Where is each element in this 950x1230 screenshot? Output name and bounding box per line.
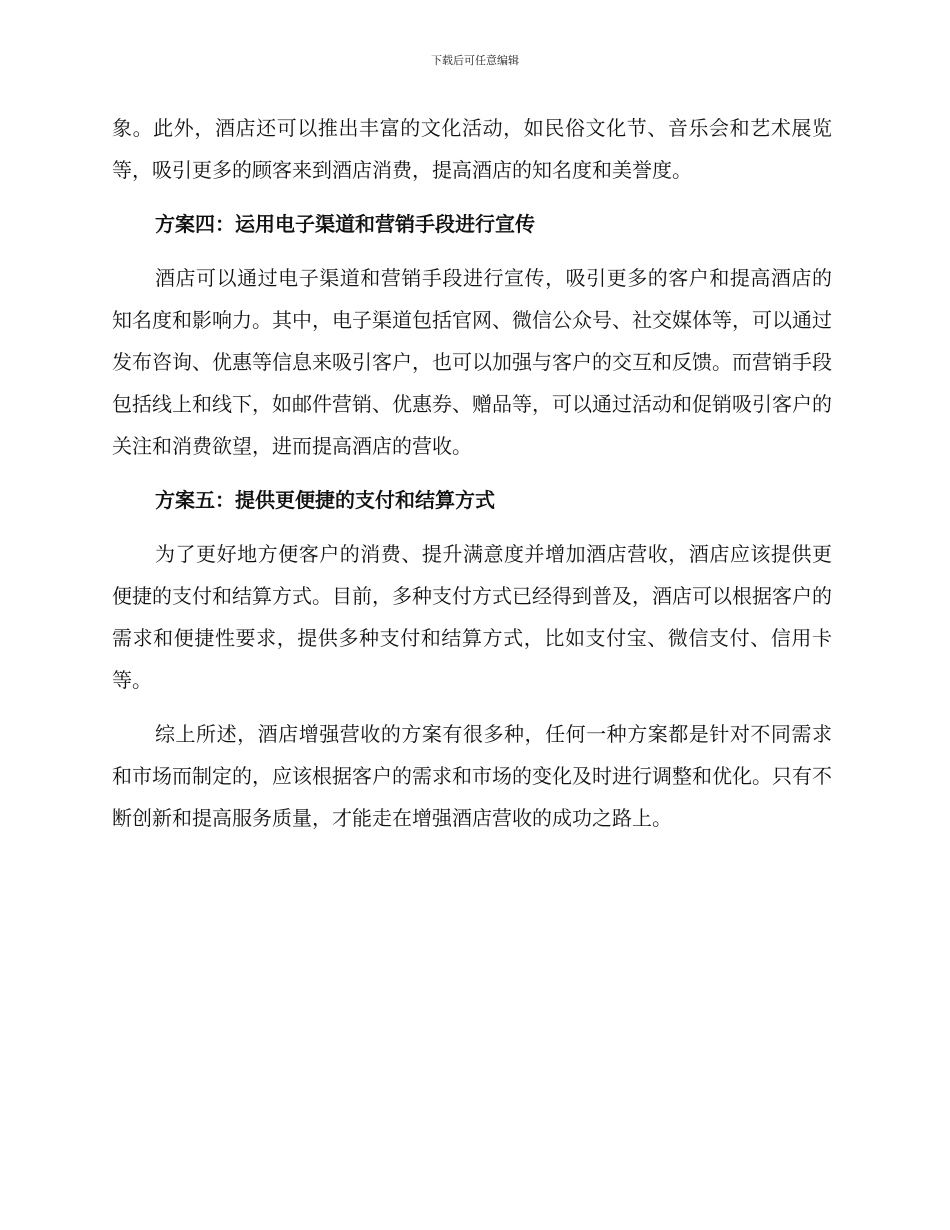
section-heading-plan-4: 方案四：运用电子渠道和营销手段进行宣传 [155,212,535,236]
page-header: 下载后可任意编辑 [431,54,519,67]
paragraph-conclusion: 综上所述，酒店增强营收的方案有很多种，任何一种方案都是针对不同需求和市场而制定的，应该根据客户的需求和市场的变化及时进行调整和优化。只有不断创新和提高服务质量，才能走在增强酒店营收的成功之路上。 [112,722,832,830]
paragraph-plan-5: 为了更好地方便客户的消费、提升满意度并增加酒店营收，酒店应该提供更便捷的支付和结算方式。目前，多种支付方式已经得到普及，酒店可以根据客户的需求和便捷性要求，提供多种支付和结算方式，比如支付宝、微信支付、信用卡等。 [112,542,832,692]
paragraph-plan-4: 酒店可以通过电子渠道和营销手段进行宣传，吸引更多的客户和提高酒店的知名度和影响力。其中，电子渠道包括官网、微信公众号、社交媒体等，可以通过发布咨询、优惠等信息来吸引客户，也可以加强与客户的交互和反馈。而营销手段包括线上和线下，如邮件营销、优惠券、赠品等，可以通过活动和促销吸引客户的关注和消费欲望，进而提高酒店的营收。 [112,266,832,458]
paragraph-continued: 象。此外，酒店还可以推出丰富的文化活动，如民俗文化节、音乐会和艺术展览等，吸引更多的顾客来到酒店消费，提高酒店的知名度和美誉度。 [112,116,832,182]
section-heading-plan-5: 方案五：提供更便捷的支付和结算方式 [155,488,495,512]
document-body [112,107,832,839]
